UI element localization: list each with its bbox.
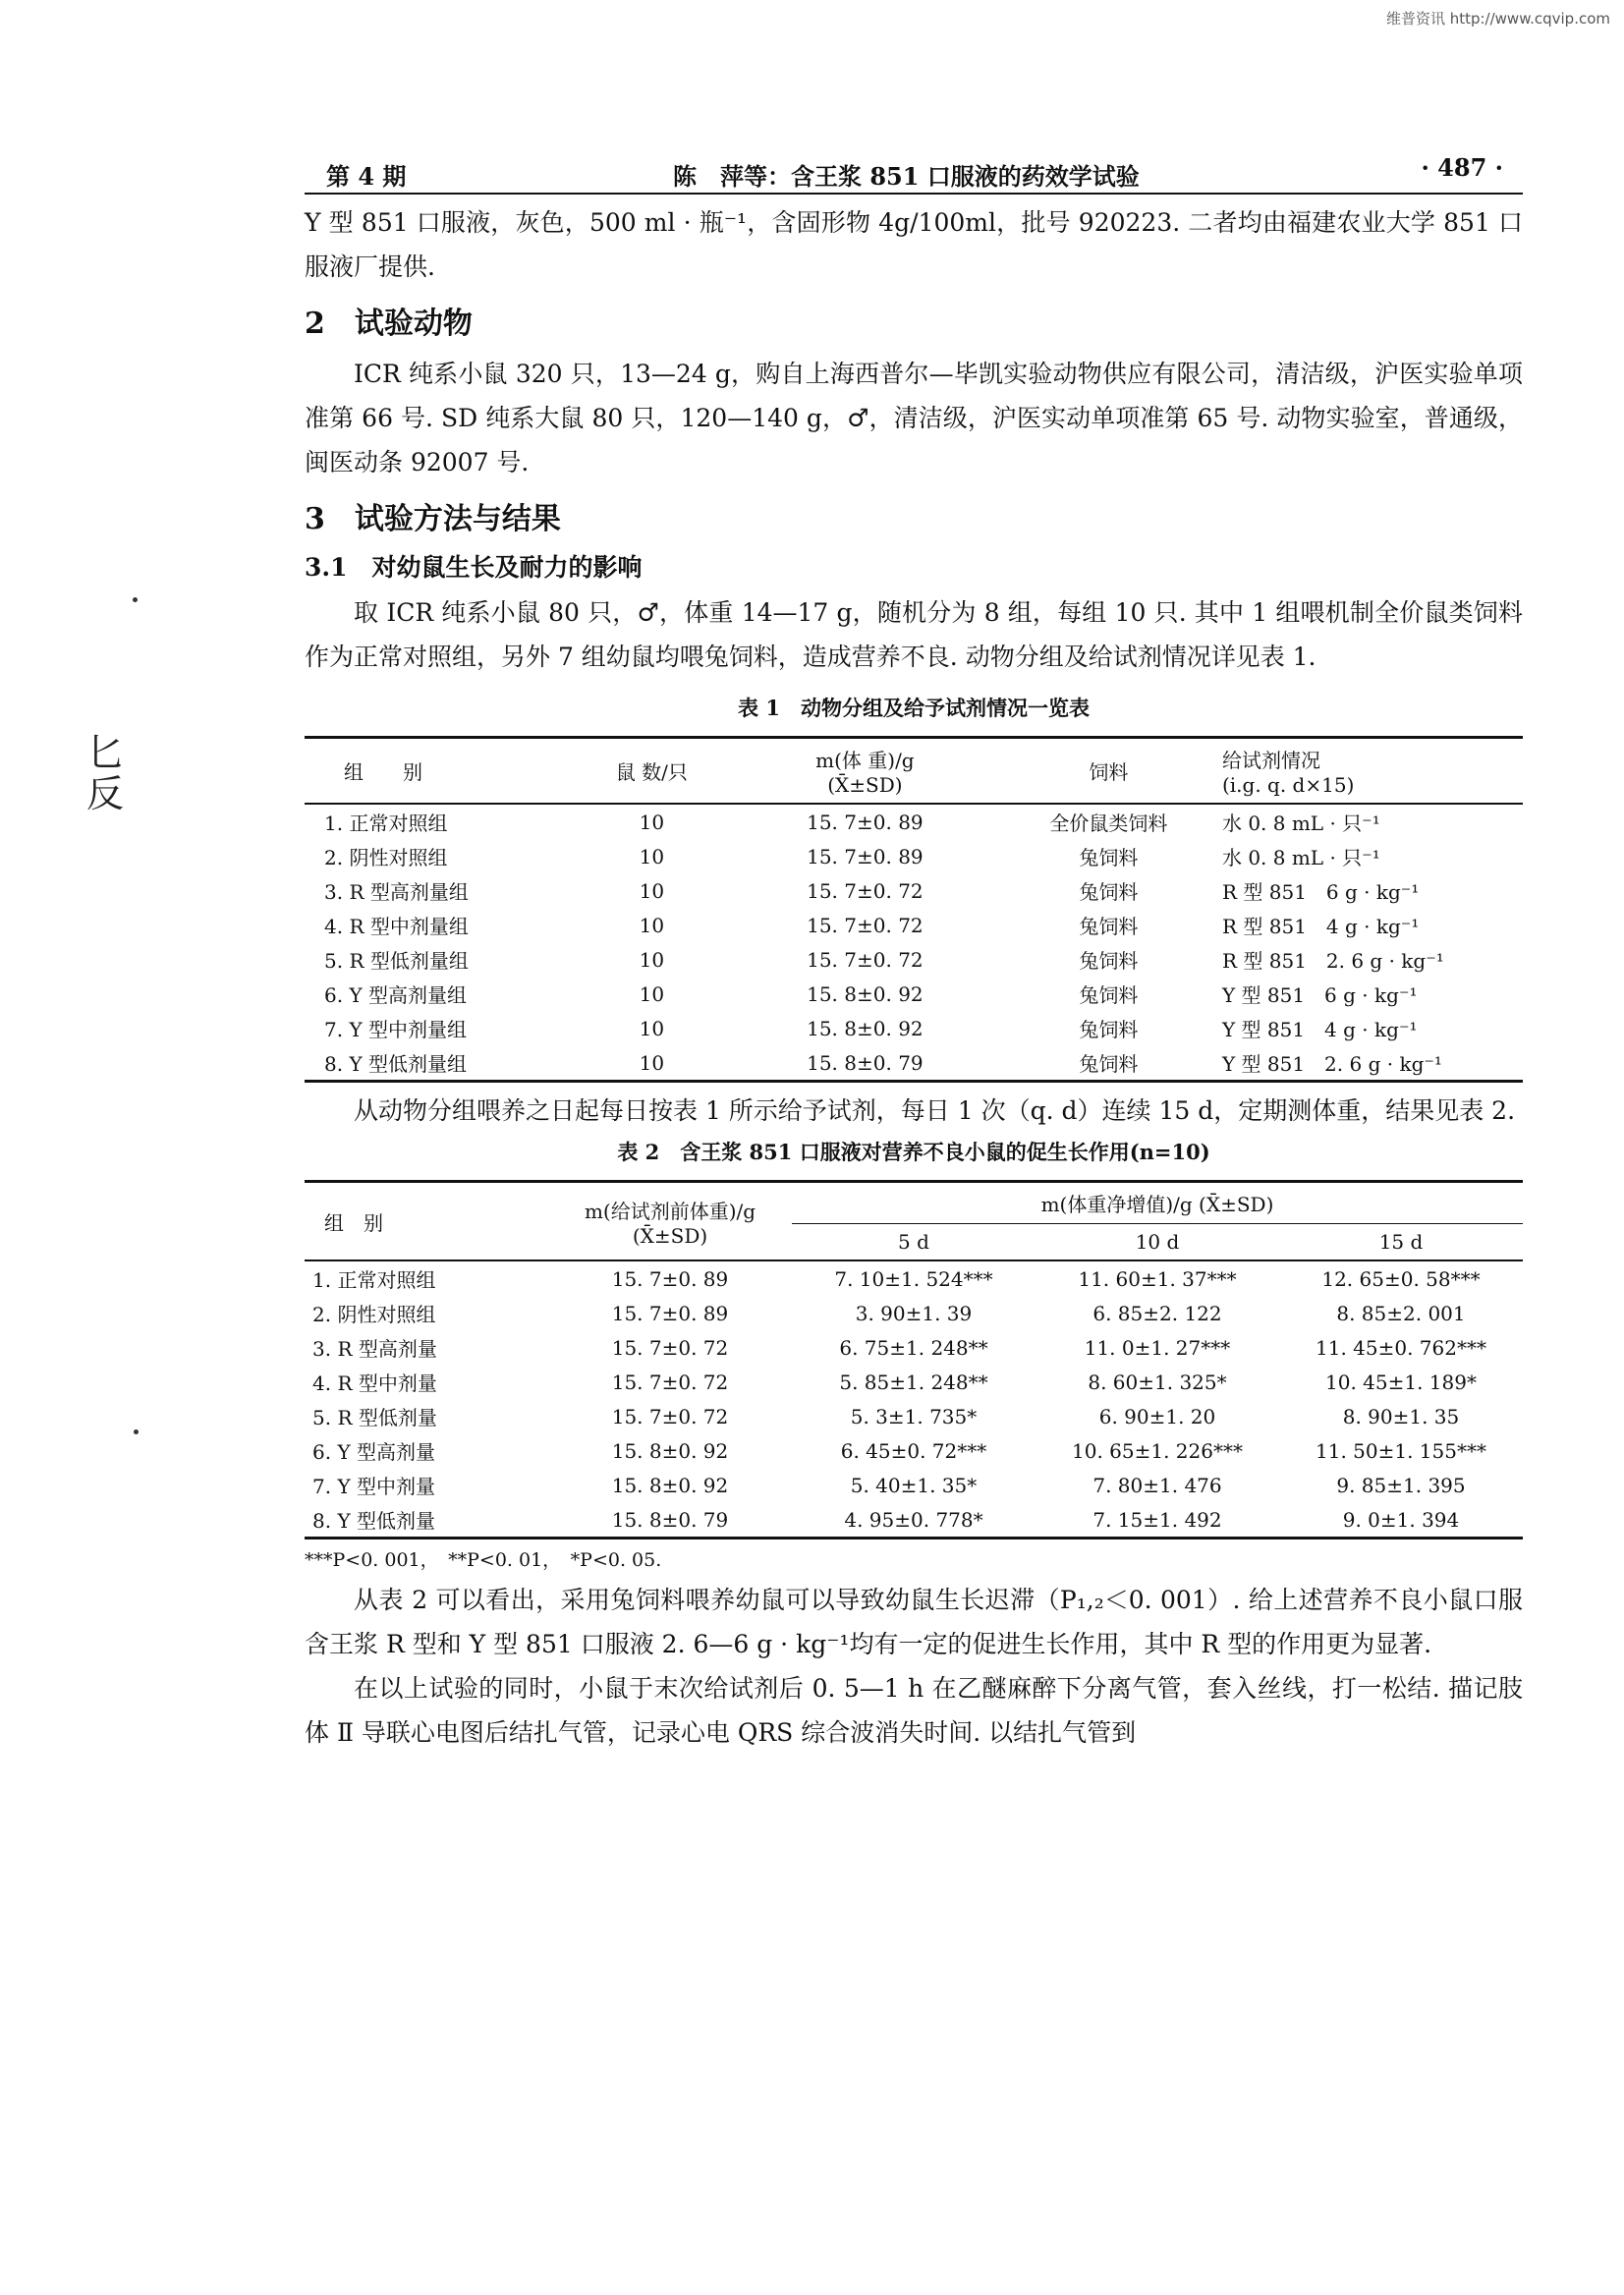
table-cell: 15. 7±0. 89 [807,810,924,834]
table-row [305,1365,1523,1399]
table-cell: 5. 3±1. 735* [850,1404,978,1428]
table-cell: 3. 90±1. 39 [855,1301,973,1325]
t1-h-weight: m(体 重)/g (X̄±SD) [731,738,999,805]
table-cell: 15. 7±0. 72 [807,947,924,972]
table-cell: 10 [573,1045,731,1082]
page-number: · 487 · [1421,153,1503,182]
table-cell: 水 0. 8 mL · 只⁻¹ [1221,812,1380,835]
table-1 [305,736,1523,1083]
table-cell: Y 型 851 6 g · kg⁻¹ [1221,983,1418,1007]
table-cell: 15. 7±0. 72 [611,1335,729,1360]
table-cell: 1. 正常对照组 [324,812,448,835]
table-cell: 15. 8±0. 79 [731,1045,999,1082]
table-2-caption: 表 2 含王浆 851 口服液对营养不良小鼠的促生长作用(n=10) [617,1140,1210,1164]
t2-h-group: 组 别 [305,1182,548,1261]
section-2-heading: 2 试验动物 [305,307,473,341]
table-cell: 8. Y 型低剂量组 [305,1045,573,1082]
table-cell: 7. 15±1. 492 [1036,1502,1279,1539]
table-cell: 6. Y 型高剂量组 [324,983,467,1007]
table-1-header [305,738,1523,805]
table-cell: 10 [639,947,665,972]
table-cell: 15. 7±0. 89 [611,1301,729,1325]
table-cell: 6. 75±1. 248** [839,1335,988,1360]
table-cell: Y 型 851 2. 6 g · kg⁻¹ [1218,1045,1523,1082]
table-cell: 4. R 型中剂量组 [324,915,469,938]
t1-h-group: 组 别 [305,738,573,805]
section-2-text: ICR 纯系小鼠 320 只，13—24 g，购自上海西普尔—毕凯实验动物供应有限公司，清洁级，沪医实验单项准第 66 号. SD 纯系大鼠 80 只，120—140 g，♂，清洁级，沪医实动单项准第 65 号. 动物实验室，普通级，闽医动条 92007 号. [305,360,1523,476]
table-cell: 10 [639,844,665,868]
table-cell: 全价鼠类饲料 [1049,812,1168,835]
table-cell: 兔饲料 [999,1045,1218,1082]
t1-h-feed: 饲料 [999,738,1218,805]
table-2-header-row-1 [305,1182,1523,1224]
table-cell: 5. R 型低剂量 [312,1406,437,1429]
table-cell: 9. 85±1. 395 [1336,1473,1466,1497]
table-row [305,1502,1523,1539]
table-cell: 7. 80±1. 476 [1092,1473,1222,1497]
t2-h-weight: m(给试剂前体重)/g (X̄±SD) [548,1182,792,1261]
table-cell: 5. 40±1. 35* [850,1473,978,1497]
table-cell: R 型 851 4 g · kg⁻¹ [1221,915,1420,938]
t2-h-gain: m(体重净增值)/g (X̄±SD) [792,1182,1523,1224]
table-cell: 10 [639,1016,665,1040]
table-2-body [305,1260,1523,1539]
table-cell: 兔饲料 [1079,880,1139,904]
table-cell: 15. 7±0. 72 [807,913,924,937]
t2-h-day5: 5 d [792,1224,1036,1261]
table-cell: 10. 65±1. 226*** [1072,1438,1243,1463]
table-cell: 8. 60±1. 325* [1088,1370,1227,1394]
paragraph-3-1-c: 从表 2 可以看出，采用兔饲料喂养幼鼠可以导致幼鼠生长迟滞（P₁,₂＜0. 001）. 给上述营养不良小鼠口服含王浆 R 型和 Y 型 851 口服液 2. 6—6 g · kg⁻¹均有一定的促进生长作用，其中 R 型的作用更为显著. [305,1586,1523,1658]
t2-h-day15: 15 d [1279,1224,1523,1261]
table-cell: 11. 0±1. 27*** [1084,1335,1231,1360]
table-2 [305,1180,1523,1539]
table-cell: 水 0. 8 mL · 只⁻¹ [1221,846,1380,869]
paragraph-3-1-b: 从动物分组喂养之日起每日按表 1 所示给予试剂，每日 1 次（q. d）连续 15 d，定期测体重，结果见表 2. [354,1096,1516,1125]
table-cell: 4. R 型中剂量 [312,1371,437,1395]
table-cell: 3. R 型高剂量组 [324,880,469,904]
table-cell: 15. 7±0. 72 [611,1404,729,1428]
table-row [305,1433,1523,1468]
page [305,147,1523,1755]
subsection-3-1-heading: 3.1 对幼鼠生长及耐力的影响 [305,553,643,582]
section-3-heading: 3 试验方法与结果 [305,502,561,536]
header-rule [305,193,1523,195]
table-cell: 15. 7±0. 89 [807,844,924,868]
table-cell: 兔饲料 [1079,915,1139,938]
table-cell: 2. 阴性对照组 [312,1303,436,1326]
table-cell: 10 [639,913,665,937]
table-cell: 10 [639,878,665,903]
table-cell: 8. 90±1. 35 [1342,1404,1460,1428]
table-cell: 7. Y 型中剂量组 [324,1018,467,1041]
table-cell: 6. Y 型高剂量 [312,1440,435,1464]
table-cell: 5. R 型低剂量组 [324,949,469,973]
table-cell: 9. 0±1. 394 [1279,1502,1523,1539]
paragraph-3-1-a: 取 ICR 纯系小鼠 80 只，♂，体重 14—17 g，随机分为 8 组，每组 10 只. 其中 1 组喂机制全价鼠类饲料作为正常对照组，另外 7 组幼鼠均喂兔饲料，造成营养不良. 动物分组及给试剂情况详见表 1. [305,598,1523,671]
table-cell: 6. 85±2. 122 [1092,1301,1222,1325]
table-cell: R 型 851 2. 6 g · kg⁻¹ [1221,949,1444,973]
table-cell: 15. 8±0. 79 [548,1502,792,1539]
table-cell: 15. 8±0. 92 [807,1016,924,1040]
paragraph-3-1-d: 在以上试验的同时，小鼠于末次给试剂后 0. 5—1 h 在乙醚麻醉下分离气管，套入丝线，打一松结. 描记肢体 Ⅱ 导联心电图后结扎气管，记录心电 QRS 综合波消失时间. 以结扎气管到 [305,1674,1523,1747]
t1-h-dosing: 给试剂情况 (i.g. q. d×15) [1218,738,1523,805]
table-row [305,839,1523,873]
table-cell: 8. 85±2. 001 [1336,1301,1466,1325]
issue-number: 第 4 期 [326,162,407,191]
table-row [305,873,1523,908]
table-cell: 兔饲料 [1079,983,1139,1007]
margin-dot [133,597,138,602]
margin-handwriting: 匕 反 [86,731,125,815]
table-cell: 6. 45±0. 72*** [840,1438,987,1463]
intro-paragraph: Y 型 851 口服液，灰色，500 ml · 瓶⁻¹，含固形物 4g/100ml，批号 920223. 二者均由福建农业大学 851 口服液厂提供. [305,208,1523,281]
table-cell: 11. 45±0. 762*** [1316,1335,1486,1360]
table-cell: 兔饲料 [1079,949,1139,973]
table-row [305,942,1523,977]
table-cell: 5. 85±1. 248** [839,1370,988,1394]
table-cell: 7. 10±1. 524*** [834,1266,993,1291]
table-cell: Y 型 851 4 g · kg⁻¹ [1221,1018,1418,1041]
table-cell: 兔饲料 [1079,846,1139,869]
table-cell: 15. 8±0. 92 [807,981,924,1006]
table-cell: R 型 851 6 g · kg⁻¹ [1221,880,1420,904]
table-row [305,1011,1523,1045]
table-row [305,1468,1523,1502]
table-cell: 6. 90±1. 20 [1098,1404,1216,1428]
table-cell: 1. 正常对照组 [312,1268,436,1292]
table-cell: 8. Y 型低剂量 [305,1502,548,1539]
table-row [305,1260,1523,1296]
table-cell: 15. 7±0. 72 [611,1370,729,1394]
table-row [305,977,1523,1011]
running-header [305,147,1523,191]
table-cell: 15. 8±0. 92 [611,1438,729,1463]
table-row [305,1399,1523,1433]
table-cell: 10. 45±1. 189* [1325,1370,1477,1394]
table-cell: 2. 阴性对照组 [324,846,448,869]
table-1-caption: 表 1 动物分组及给予试剂情况一览表 [738,696,1090,720]
table-cell: 12. 65±0. 58*** [1321,1266,1481,1291]
table-cell: 兔饲料 [1079,1018,1139,1041]
running-title: 陈 萍等：含王浆 851 口服液的药效学试验 [673,162,1140,191]
watermark: 维普资讯 http://www.cqvip.com [1385,10,1610,28]
table-cell: 11. 60±1. 37*** [1078,1266,1237,1291]
margin-dot [134,1429,139,1434]
table-cell: 10 [639,810,665,834]
table-row [305,1045,1523,1082]
table-row [305,1330,1523,1365]
t1-h-count: 鼠 数/只 [573,738,731,805]
table-cell: 11. 50±1. 155*** [1316,1438,1486,1463]
table-cell: 4. 95±0. 778* [792,1502,1036,1539]
table-row [305,1296,1523,1330]
table-2-footnote: ***P<0. 001， **P<0. 01， *P<0. 05. [305,1549,662,1571]
t2-h-day10: 10 d [1036,1224,1279,1261]
table-cell: 7. Y 型中剂量 [312,1475,435,1498]
table-cell: 3. R 型高剂量 [312,1337,437,1361]
table-row [305,908,1523,942]
table-cell: 10 [639,981,665,1006]
table-cell: 15. 8±0. 92 [611,1473,729,1497]
table-row [305,804,1523,839]
table-cell: 15. 7±0. 89 [611,1266,729,1291]
table-1-body [305,804,1523,1082]
table-cell: 15. 7±0. 72 [807,878,924,903]
